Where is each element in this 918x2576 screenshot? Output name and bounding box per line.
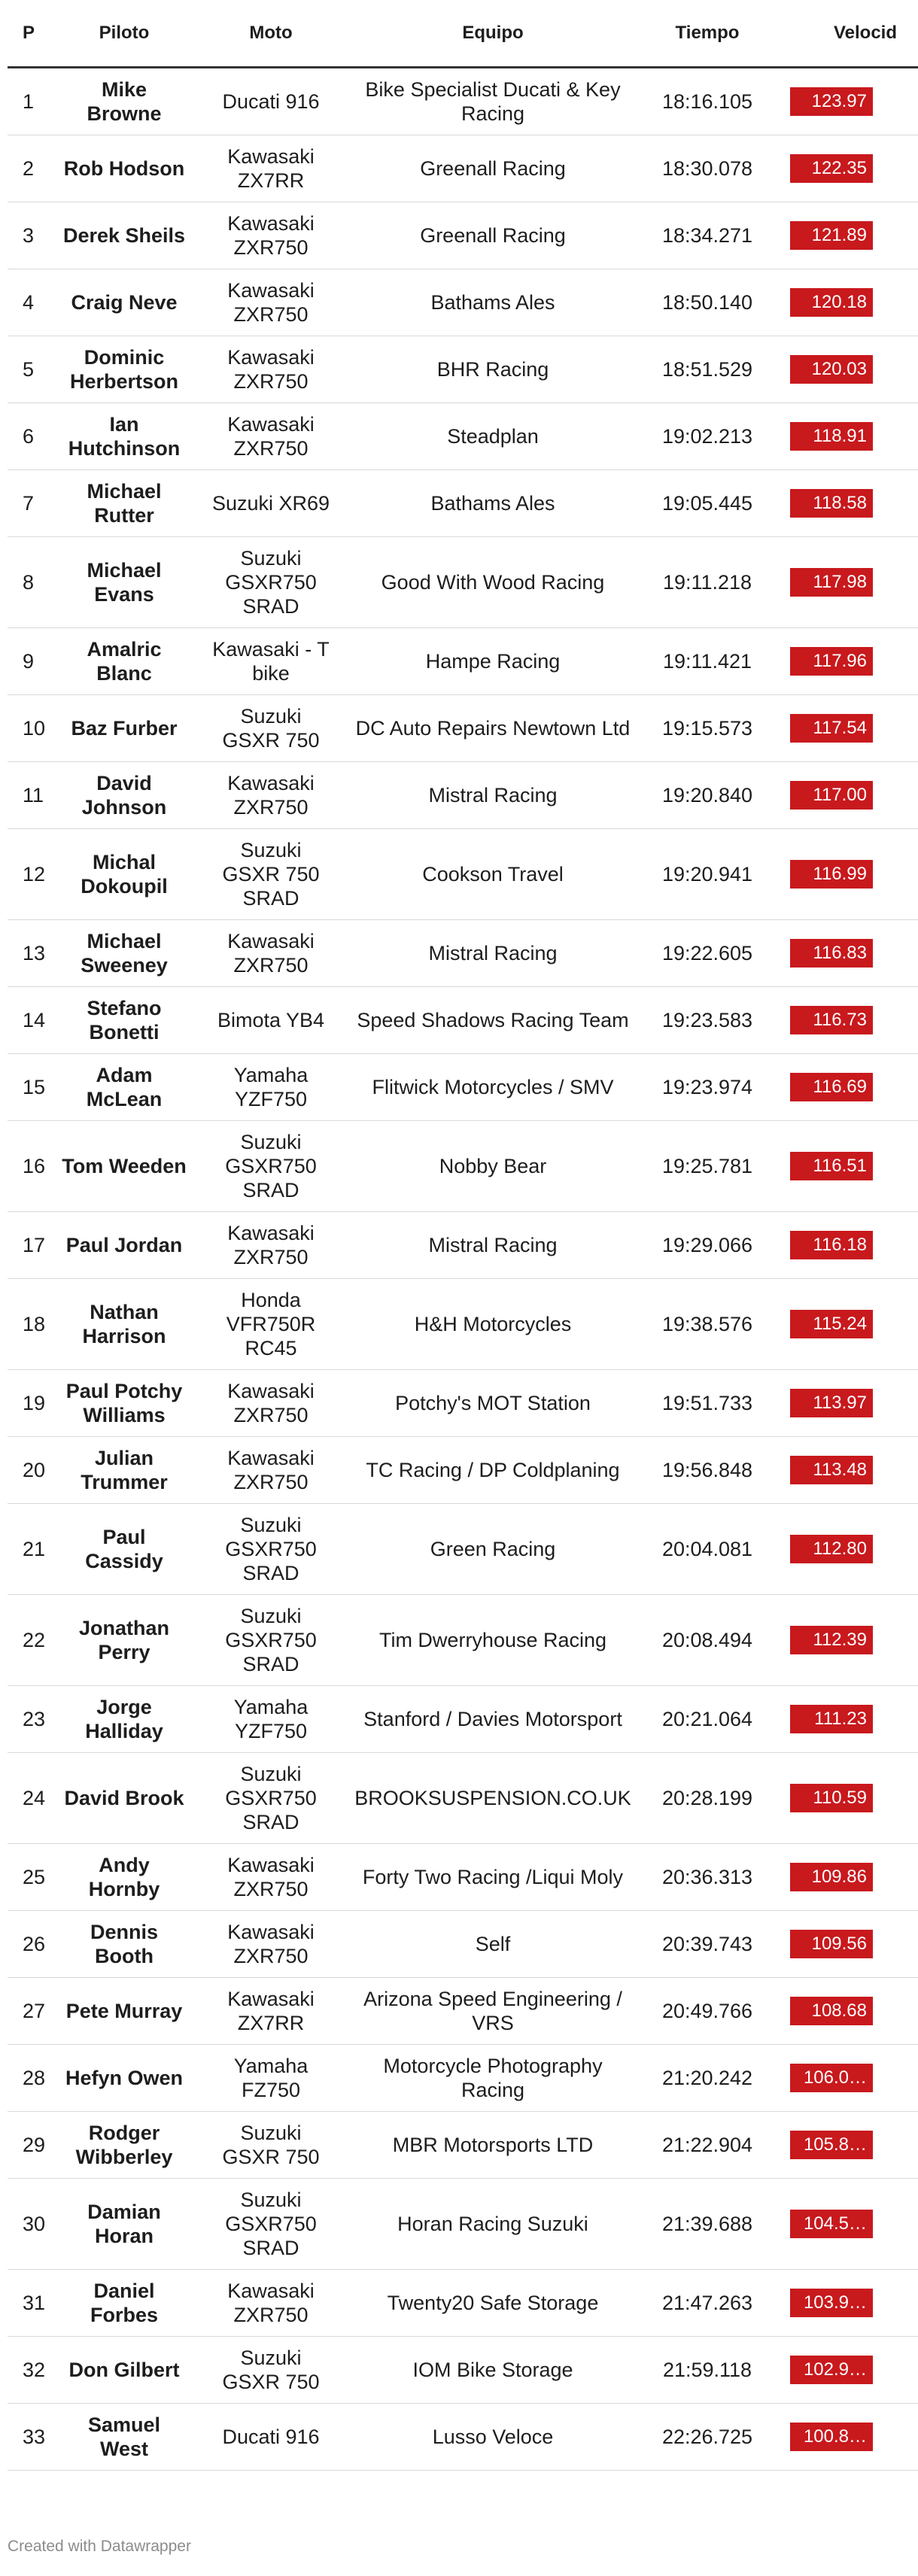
cell-position: 30 — [8, 2179, 53, 2270]
table-row — [8, 1844, 918, 1911]
speed-bar: 117.54 — [790, 714, 873, 743]
cell-team: Greenall Racing — [346, 135, 640, 202]
table-row — [8, 829, 918, 920]
table-row — [8, 403, 918, 470]
cell-rider: Julian Trummer — [53, 1437, 196, 1504]
cell-position: 9 — [8, 628, 53, 695]
speed-bar: 117.00 — [790, 781, 873, 810]
speed-bar: 116.99 — [790, 860, 873, 889]
cell-time: 19:23.974 — [640, 1054, 775, 1121]
cell-position: 28 — [8, 2045, 53, 2112]
cell-team: Flitwick Motorcycles / SMV — [346, 1054, 640, 1121]
cell-time: 21:39.688 — [640, 2179, 775, 2270]
cell-team: Tim Dwerryhouse Racing — [346, 1595, 640, 1686]
cell-team: Good With Wood Racing — [346, 537, 640, 628]
cell-speed — [775, 537, 918, 628]
cell-rider: Derek Sheils — [53, 202, 196, 269]
cell-time: 20:49.766 — [640, 1978, 775, 2045]
cell-team: Stanford / Davies Motorsport — [346, 1686, 640, 1753]
table-header-row — [8, 0, 918, 68]
cell-bike: Suzuki GSXR750 SRAD — [196, 1595, 346, 1686]
cell-speed — [775, 829, 918, 920]
table-row — [8, 762, 918, 829]
speed-bar: 104.5… — [790, 2210, 873, 2238]
cell-time: 19:25.781 — [640, 1121, 775, 1212]
speed-bar: 118.91 — [790, 422, 873, 451]
cell-team: Mistral Racing — [346, 1212, 640, 1279]
speed-bar: 118.58 — [790, 489, 873, 518]
cell-rider: Damian Horan — [53, 2179, 196, 2270]
speed-bar: 100.8… — [790, 2423, 873, 2451]
speed-bar: 109.86 — [790, 1863, 873, 1891]
cell-bike: Yamaha YZF750 — [196, 1054, 346, 1121]
speed-bar: 117.96 — [790, 647, 873, 676]
cell-team: DC Auto Repairs Newtown Ltd — [346, 695, 640, 762]
cell-team: Twenty20 Safe Storage — [346, 2270, 640, 2337]
cell-rider: Mike Browne — [53, 68, 196, 135]
cell-bike: Kawasaki ZXR750 — [196, 1911, 346, 1978]
cell-rider: Adam McLean — [53, 1054, 196, 1121]
cell-speed — [775, 628, 918, 695]
cell-bike: Kawasaki ZX7RR — [196, 1978, 346, 2045]
speed-bar: 116.83 — [790, 939, 873, 968]
cell-position: 13 — [8, 920, 53, 987]
table-row — [8, 1686, 918, 1753]
cell-team: Bathams Ales — [346, 470, 640, 537]
table-row — [8, 1054, 918, 1121]
cell-team: Hampe Racing — [346, 628, 640, 695]
cell-bike: Suzuki GSXR 750 SRAD — [196, 829, 346, 920]
table-row — [8, 1212, 918, 1279]
cell-time: 20:04.081 — [640, 1504, 775, 1595]
cell-team: TC Racing / DP Coldplaning — [346, 1437, 640, 1504]
cell-bike: Kawasaki ZXR750 — [196, 1437, 346, 1504]
cell-time: 20:39.743 — [640, 1911, 775, 1978]
table-row — [8, 1504, 918, 1595]
cell-team: Cookson Travel — [346, 829, 640, 920]
table-row — [8, 336, 918, 403]
cell-speed — [775, 470, 918, 537]
cell-speed — [775, 336, 918, 403]
cell-time: 20:36.313 — [640, 1844, 775, 1911]
cell-team: Nobby Bear — [346, 1121, 640, 1212]
cell-position: 3 — [8, 202, 53, 269]
cell-bike: Ducati 916 — [196, 68, 346, 135]
header-time[interactable]: Tiempo — [640, 0, 775, 68]
cell-speed — [775, 1370, 918, 1437]
speed-bar: 116.51 — [790, 1152, 873, 1180]
cell-team: Self — [346, 1911, 640, 1978]
cell-position: 14 — [8, 987, 53, 1054]
cell-rider: Paul Jordan — [53, 1212, 196, 1279]
cell-bike: Kawasaki - T bike — [196, 628, 346, 695]
table-row — [8, 269, 918, 336]
speed-bar: 112.80 — [790, 1535, 873, 1563]
table-row — [8, 202, 918, 269]
speed-bar: 103.9… — [790, 2289, 873, 2317]
cell-time: 21:47.263 — [640, 2270, 775, 2337]
speed-bar: 105.8… — [790, 2131, 873, 2159]
cell-rider: Rodger Wibberley — [53, 2112, 196, 2179]
cell-time: 19:11.421 — [640, 628, 775, 695]
table-row — [8, 2270, 918, 2337]
header-bike[interactable]: Moto — [196, 0, 346, 68]
cell-bike: Suzuki GSXR750 SRAD — [196, 537, 346, 628]
cell-bike: Bimota YB4 — [196, 987, 346, 1054]
speed-bar: 115.24 — [790, 1310, 873, 1338]
cell-position: 17 — [8, 1212, 53, 1279]
cell-speed — [775, 269, 918, 336]
cell-position: 2 — [8, 135, 53, 202]
cell-time: 19:29.066 — [640, 1212, 775, 1279]
speed-bar: 112.39 — [790, 1626, 873, 1654]
table-row — [8, 135, 918, 202]
cell-position: 12 — [8, 829, 53, 920]
cell-position: 32 — [8, 2337, 53, 2404]
cell-team: Bathams Ales — [346, 269, 640, 336]
cell-team: BROOKSUSPENSION.CO.UK — [346, 1753, 640, 1844]
cell-team: MBR Motorsports LTD — [346, 2112, 640, 2179]
cell-rider: Dominic Herbertson — [53, 336, 196, 403]
cell-speed — [775, 1686, 918, 1753]
cell-bike: Kawasaki ZXR750 — [196, 1212, 346, 1279]
cell-bike: Suzuki GSXR 750 — [196, 695, 346, 762]
cell-time: 18:34.271 — [640, 202, 775, 269]
table-row — [8, 1595, 918, 1686]
cell-position: 19 — [8, 1370, 53, 1437]
cell-rider: Don Gilbert — [53, 2337, 196, 2404]
table-row — [8, 695, 918, 762]
cell-position: 6 — [8, 403, 53, 470]
cell-time: 19:15.573 — [640, 695, 775, 762]
cell-position: 29 — [8, 2112, 53, 2179]
table-row — [8, 1437, 918, 1504]
cell-speed — [775, 1753, 918, 1844]
cell-speed — [775, 1504, 918, 1595]
cell-bike: Kawasaki ZXR750 — [196, 403, 346, 470]
cell-speed — [775, 987, 918, 1054]
cell-position: 24 — [8, 1753, 53, 1844]
cell-time: 19:11.218 — [640, 537, 775, 628]
cell-rider: Samuel West — [53, 2404, 196, 2471]
cell-bike: Suzuki GSXR750 SRAD — [196, 1753, 346, 1844]
speed-bar: 110.59 — [790, 1784, 873, 1812]
cell-bike: Kawasaki ZXR750 — [196, 202, 346, 269]
cell-speed — [775, 920, 918, 987]
cell-position: 23 — [8, 1686, 53, 1753]
cell-team: IOM Bike Storage — [346, 2337, 640, 2404]
table-row — [8, 2112, 918, 2179]
cell-time: 19:02.213 — [640, 403, 775, 470]
cell-speed — [775, 2337, 918, 2404]
cell-time: 19:20.840 — [640, 762, 775, 829]
table-row — [8, 1121, 918, 1212]
cell-time: 18:51.529 — [640, 336, 775, 403]
cell-position: 22 — [8, 1595, 53, 1686]
table-row — [8, 987, 918, 1054]
table-row — [8, 628, 918, 695]
cell-time: 19:20.941 — [640, 829, 775, 920]
cell-speed — [775, 2045, 918, 2112]
cell-team: Horan Racing Suzuki — [346, 2179, 640, 2270]
cell-speed — [775, 762, 918, 829]
cell-rider: Craig Neve — [53, 269, 196, 336]
speed-bar: 116.69 — [790, 1073, 873, 1101]
cell-time: 19:56.848 — [640, 1437, 775, 1504]
datawrapper-credit[interactable]: Created with Datawrapper — [8, 2538, 191, 2555]
cell-bike: Ducati 916 — [196, 2404, 346, 2471]
table-row — [8, 1753, 918, 1844]
cell-position: 10 — [8, 695, 53, 762]
cell-speed — [775, 1978, 918, 2045]
cell-position: 15 — [8, 1054, 53, 1121]
cell-speed — [775, 2270, 918, 2337]
results-table — [8, 0, 918, 2471]
speed-bar: 113.48 — [790, 1456, 873, 1484]
cell-position: 4 — [8, 269, 53, 336]
speed-bar: 111.23 — [790, 1705, 873, 1733]
cell-speed — [775, 2404, 918, 2471]
cell-team: Mistral Racing — [346, 920, 640, 987]
cell-rider: Andy Hornby — [53, 1844, 196, 1911]
cell-rider: Ian Hutchinson — [53, 403, 196, 470]
cell-speed — [775, 1121, 918, 1212]
cell-team: Bike Specialist Ducati & Key Racing — [346, 68, 640, 135]
speed-bar: 102.9… — [790, 2356, 873, 2384]
cell-speed — [775, 1279, 918, 1370]
speed-bar: 121.89 — [790, 221, 873, 250]
cell-rider: Jonathan Perry — [53, 1595, 196, 1686]
cell-team: Potchy's MOT Station — [346, 1370, 640, 1437]
cell-team: BHR Racing — [346, 336, 640, 403]
cell-position: 16 — [8, 1121, 53, 1212]
cell-speed — [775, 403, 918, 470]
table-row — [8, 68, 918, 135]
cell-speed — [775, 1911, 918, 1978]
cell-bike: Suzuki GSXR 750 — [196, 2337, 346, 2404]
table-row — [8, 2337, 918, 2404]
cell-team: Steadplan — [346, 403, 640, 470]
speed-bar: 113.97 — [790, 1389, 873, 1417]
cell-rider: Tom Weeden — [53, 1121, 196, 1212]
cell-position: 20 — [8, 1437, 53, 1504]
speed-bar: 116.18 — [790, 1231, 873, 1259]
cell-speed — [775, 1054, 918, 1121]
cell-rider: Jorge Halliday — [53, 1686, 196, 1753]
speed-bar: 109.56 — [790, 1930, 873, 1958]
cell-team: Lusso Veloce — [346, 2404, 640, 2471]
header-position[interactable]: P — [8, 0, 53, 68]
speed-bar: 122.35 — [790, 154, 873, 183]
cell-rider: Hefyn Owen — [53, 2045, 196, 2112]
cell-team: Arizona Speed Engineering / VRS — [346, 1978, 640, 2045]
cell-time: 21:59.118 — [640, 2337, 775, 2404]
cell-time: 19:23.583 — [640, 987, 775, 1054]
cell-position: 8 — [8, 537, 53, 628]
cell-bike: Yamaha FZ750 — [196, 2045, 346, 2112]
header-rider[interactable]: Piloto — [53, 0, 196, 68]
cell-speed — [775, 1844, 918, 1911]
cell-speed — [775, 1437, 918, 1504]
cell-rider: David Brook — [53, 1753, 196, 1844]
cell-time: 18:16.105 — [640, 68, 775, 135]
cell-rider: Daniel Forbes — [53, 2270, 196, 2337]
cell-bike: Suzuki GSXR750 SRAD — [196, 2179, 346, 2270]
table-row — [8, 2404, 918, 2471]
cell-time: 18:30.078 — [640, 135, 775, 202]
table-row — [8, 2045, 918, 2112]
cell-position: 1 — [8, 68, 53, 135]
table-row — [8, 470, 918, 537]
cell-time: 20:28.199 — [640, 1753, 775, 1844]
table-row — [8, 1911, 918, 1978]
header-team[interactable]: Equipo — [346, 0, 640, 68]
cell-time: 22:26.725 — [640, 2404, 775, 2471]
cell-bike: Kawasaki ZXR750 — [196, 2270, 346, 2337]
cell-position: 11 — [8, 762, 53, 829]
cell-position: 33 — [8, 2404, 53, 2471]
cell-position: 18 — [8, 1279, 53, 1370]
speed-bar: 116.73 — [790, 1006, 873, 1034]
cell-position: 31 — [8, 2270, 53, 2337]
cell-bike: Suzuki GSXR750 SRAD — [196, 1121, 346, 1212]
cell-team: Forty Two Racing /Liqui Moly — [346, 1844, 640, 1911]
cell-bike: Yamaha YZF750 — [196, 1686, 346, 1753]
table-row — [8, 537, 918, 628]
cell-bike: Kawasaki ZXR750 — [196, 762, 346, 829]
cell-speed — [775, 695, 918, 762]
cell-speed — [775, 1595, 918, 1686]
cell-rider: Pete Murray — [53, 1978, 196, 2045]
cell-speed — [775, 202, 918, 269]
cell-bike: Honda VFR750R RC45 — [196, 1279, 346, 1370]
table-row — [8, 920, 918, 987]
table-row — [8, 1370, 918, 1437]
cell-speed — [775, 2179, 918, 2270]
cell-time: 19:22.605 — [640, 920, 775, 987]
cell-position: 7 — [8, 470, 53, 537]
table-row — [8, 2179, 918, 2270]
cell-time: 19:51.733 — [640, 1370, 775, 1437]
cell-rider: Nathan Harrison — [53, 1279, 196, 1370]
cell-team: Mistral Racing — [346, 762, 640, 829]
cell-rider: Rob Hodson — [53, 135, 196, 202]
speed-bar: 120.18 — [790, 288, 873, 317]
cell-bike: Kawasaki ZXR750 — [196, 1370, 346, 1437]
cell-position: 5 — [8, 336, 53, 403]
cell-time: 21:22.904 — [640, 2112, 775, 2179]
cell-time: 20:08.494 — [640, 1595, 775, 1686]
cell-time: 18:50.140 — [640, 269, 775, 336]
cell-rider: Michal Dokoupil — [53, 829, 196, 920]
cell-rider: David Johnson — [53, 762, 196, 829]
cell-rider: Dennis Booth — [53, 1911, 196, 1978]
cell-position: 21 — [8, 1504, 53, 1595]
cell-speed — [775, 1212, 918, 1279]
cell-time: 21:20.242 — [640, 2045, 775, 2112]
cell-team: H&H Motorcycles — [346, 1279, 640, 1370]
cell-bike: Kawasaki ZXR750 — [196, 269, 346, 336]
cell-rider: Michael Sweeney — [53, 920, 196, 987]
cell-rider: Michael Evans — [53, 537, 196, 628]
cell-rider: Baz Furber — [53, 695, 196, 762]
cell-team: Green Racing — [346, 1504, 640, 1595]
speed-bar: 106.0… — [790, 2064, 873, 2092]
cell-rider: Amalric Blanc — [53, 628, 196, 695]
cell-rider: Paul Potchy Williams — [53, 1370, 196, 1437]
cell-team: Greenall Racing — [346, 202, 640, 269]
cell-speed — [775, 68, 918, 135]
table-row — [8, 1978, 918, 2045]
cell-position: 26 — [8, 1911, 53, 1978]
cell-time: 20:21.064 — [640, 1686, 775, 1753]
cell-bike: Kawasaki ZXR750 — [196, 920, 346, 987]
cell-position: 27 — [8, 1978, 53, 2045]
cell-bike: Kawasaki ZXR750 — [196, 1844, 346, 1911]
cell-bike: Suzuki XR69 — [196, 470, 346, 537]
speed-bar: 120.03 — [790, 355, 873, 384]
cell-speed — [775, 135, 918, 202]
cell-rider: Michael Rutter — [53, 470, 196, 537]
table-body — [8, 68, 918, 2471]
header-speed[interactable]: Velocid — [775, 0, 918, 68]
cell-bike: Suzuki GSXR 750 — [196, 2112, 346, 2179]
cell-time: 19:38.576 — [640, 1279, 775, 1370]
cell-time: 19:05.445 — [640, 470, 775, 537]
cell-speed — [775, 2112, 918, 2179]
cell-bike: Kawasaki ZXR750 — [196, 336, 346, 403]
cell-bike: Suzuki GSXR750 SRAD — [196, 1504, 346, 1595]
table-row — [8, 1279, 918, 1370]
cell-bike: Kawasaki ZX7RR — [196, 135, 346, 202]
cell-position: 25 — [8, 1844, 53, 1911]
cell-rider: Paul Cassidy — [53, 1504, 196, 1595]
speed-bar: 117.98 — [790, 568, 873, 597]
speed-bar: 123.97 — [790, 87, 873, 116]
speed-bar: 108.68 — [790, 1997, 873, 2025]
cell-team: Motorcycle Photography Racing — [346, 2045, 640, 2112]
cell-rider: Stefano Bonetti — [53, 987, 196, 1054]
cell-team: Speed Shadows Racing Team — [346, 987, 640, 1054]
